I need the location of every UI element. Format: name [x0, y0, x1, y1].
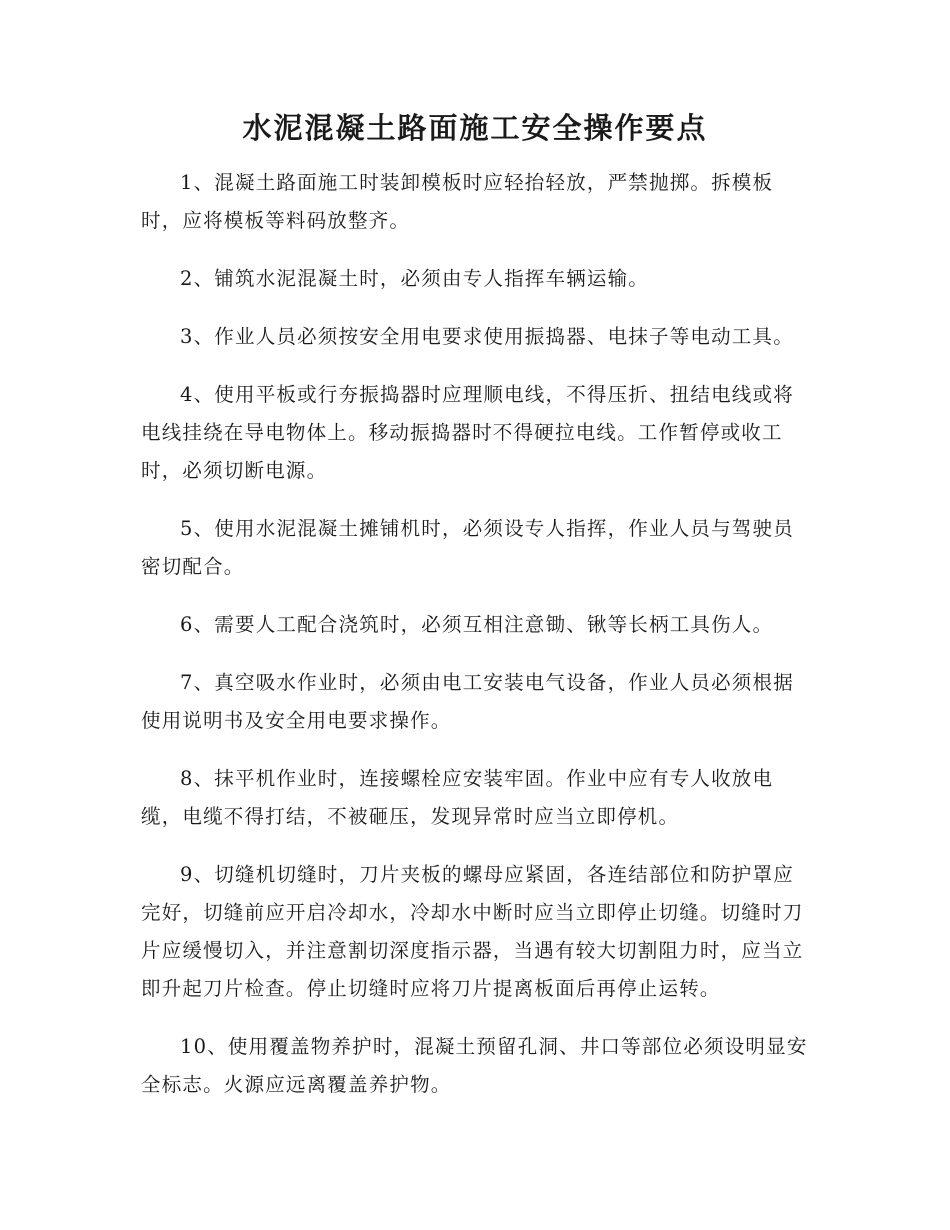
paragraph-5: 5、使用水泥混凝土摊铺机时，必须设专人指挥，作业人员与驾驶员密切配合。 — [141, 517, 794, 578]
paragraph-3: 3、作业人员必须按安全用电要求使用振捣器、电抹子等电动工具。 — [180, 325, 794, 348]
paragraph-6: 6、需要人工配合浇筑时，必须互相注意锄、锹等长柄工具伤人。 — [180, 613, 774, 636]
paragraph-9: 9、切缝机切缝时，刀片夹板的螺母应紧固，各连结部位和防护罩应完好，切缝前应开启冷却水，冷却水中断时应当立即停止切缝。切缝时刀片应缓慢切入，并注意割切深度指示器，当遇有较大切割阻力时，应当立即升起刀片检查。停止切缝时应将刀片提离板面后再停止运转。 — [141, 863, 804, 1000]
paragraph-4: 4、使用平板或行夯振捣器时应理顺电线，不得压折、扭结电线或将电线挂绕在导电物体上。移动振捣器时不得硬拉电线。工作暂停或收工时，必须切断电源。 — [141, 383, 794, 482]
document-title: 水泥混凝土路面施工安全操作要点 — [242, 111, 708, 145]
paragraph-7: 7、真空吸水作业时，必须由电工安装电气设备，作业人员必须根据使用说明书及安全用电要求操作。 — [141, 671, 794, 732]
paragraph-2: 2、铺筑水泥混凝土时，必须由专人指挥车辆运输。 — [180, 267, 650, 290]
paragraph-8: 8、抹平机作业时，连接螺栓应安装牢固。作业中应有专人收放电缆，电缆不得打结，不被砸压，发现异常时应当立即停机。 — [141, 767, 774, 828]
paragraph-1: 1、混凝土路面施工时装卸模板时应轻抬轻放，严禁抛掷。拆模板时，应将模板等料码放整齐。 — [141, 171, 774, 232]
document-body — [141, 164, 813, 1124]
paragraph-10: 10、使用覆盖物养护时，混凝土预留孔洞、井口等部位必须设明显安全标志。火源应远离覆盖养护物。 — [141, 1035, 808, 1096]
